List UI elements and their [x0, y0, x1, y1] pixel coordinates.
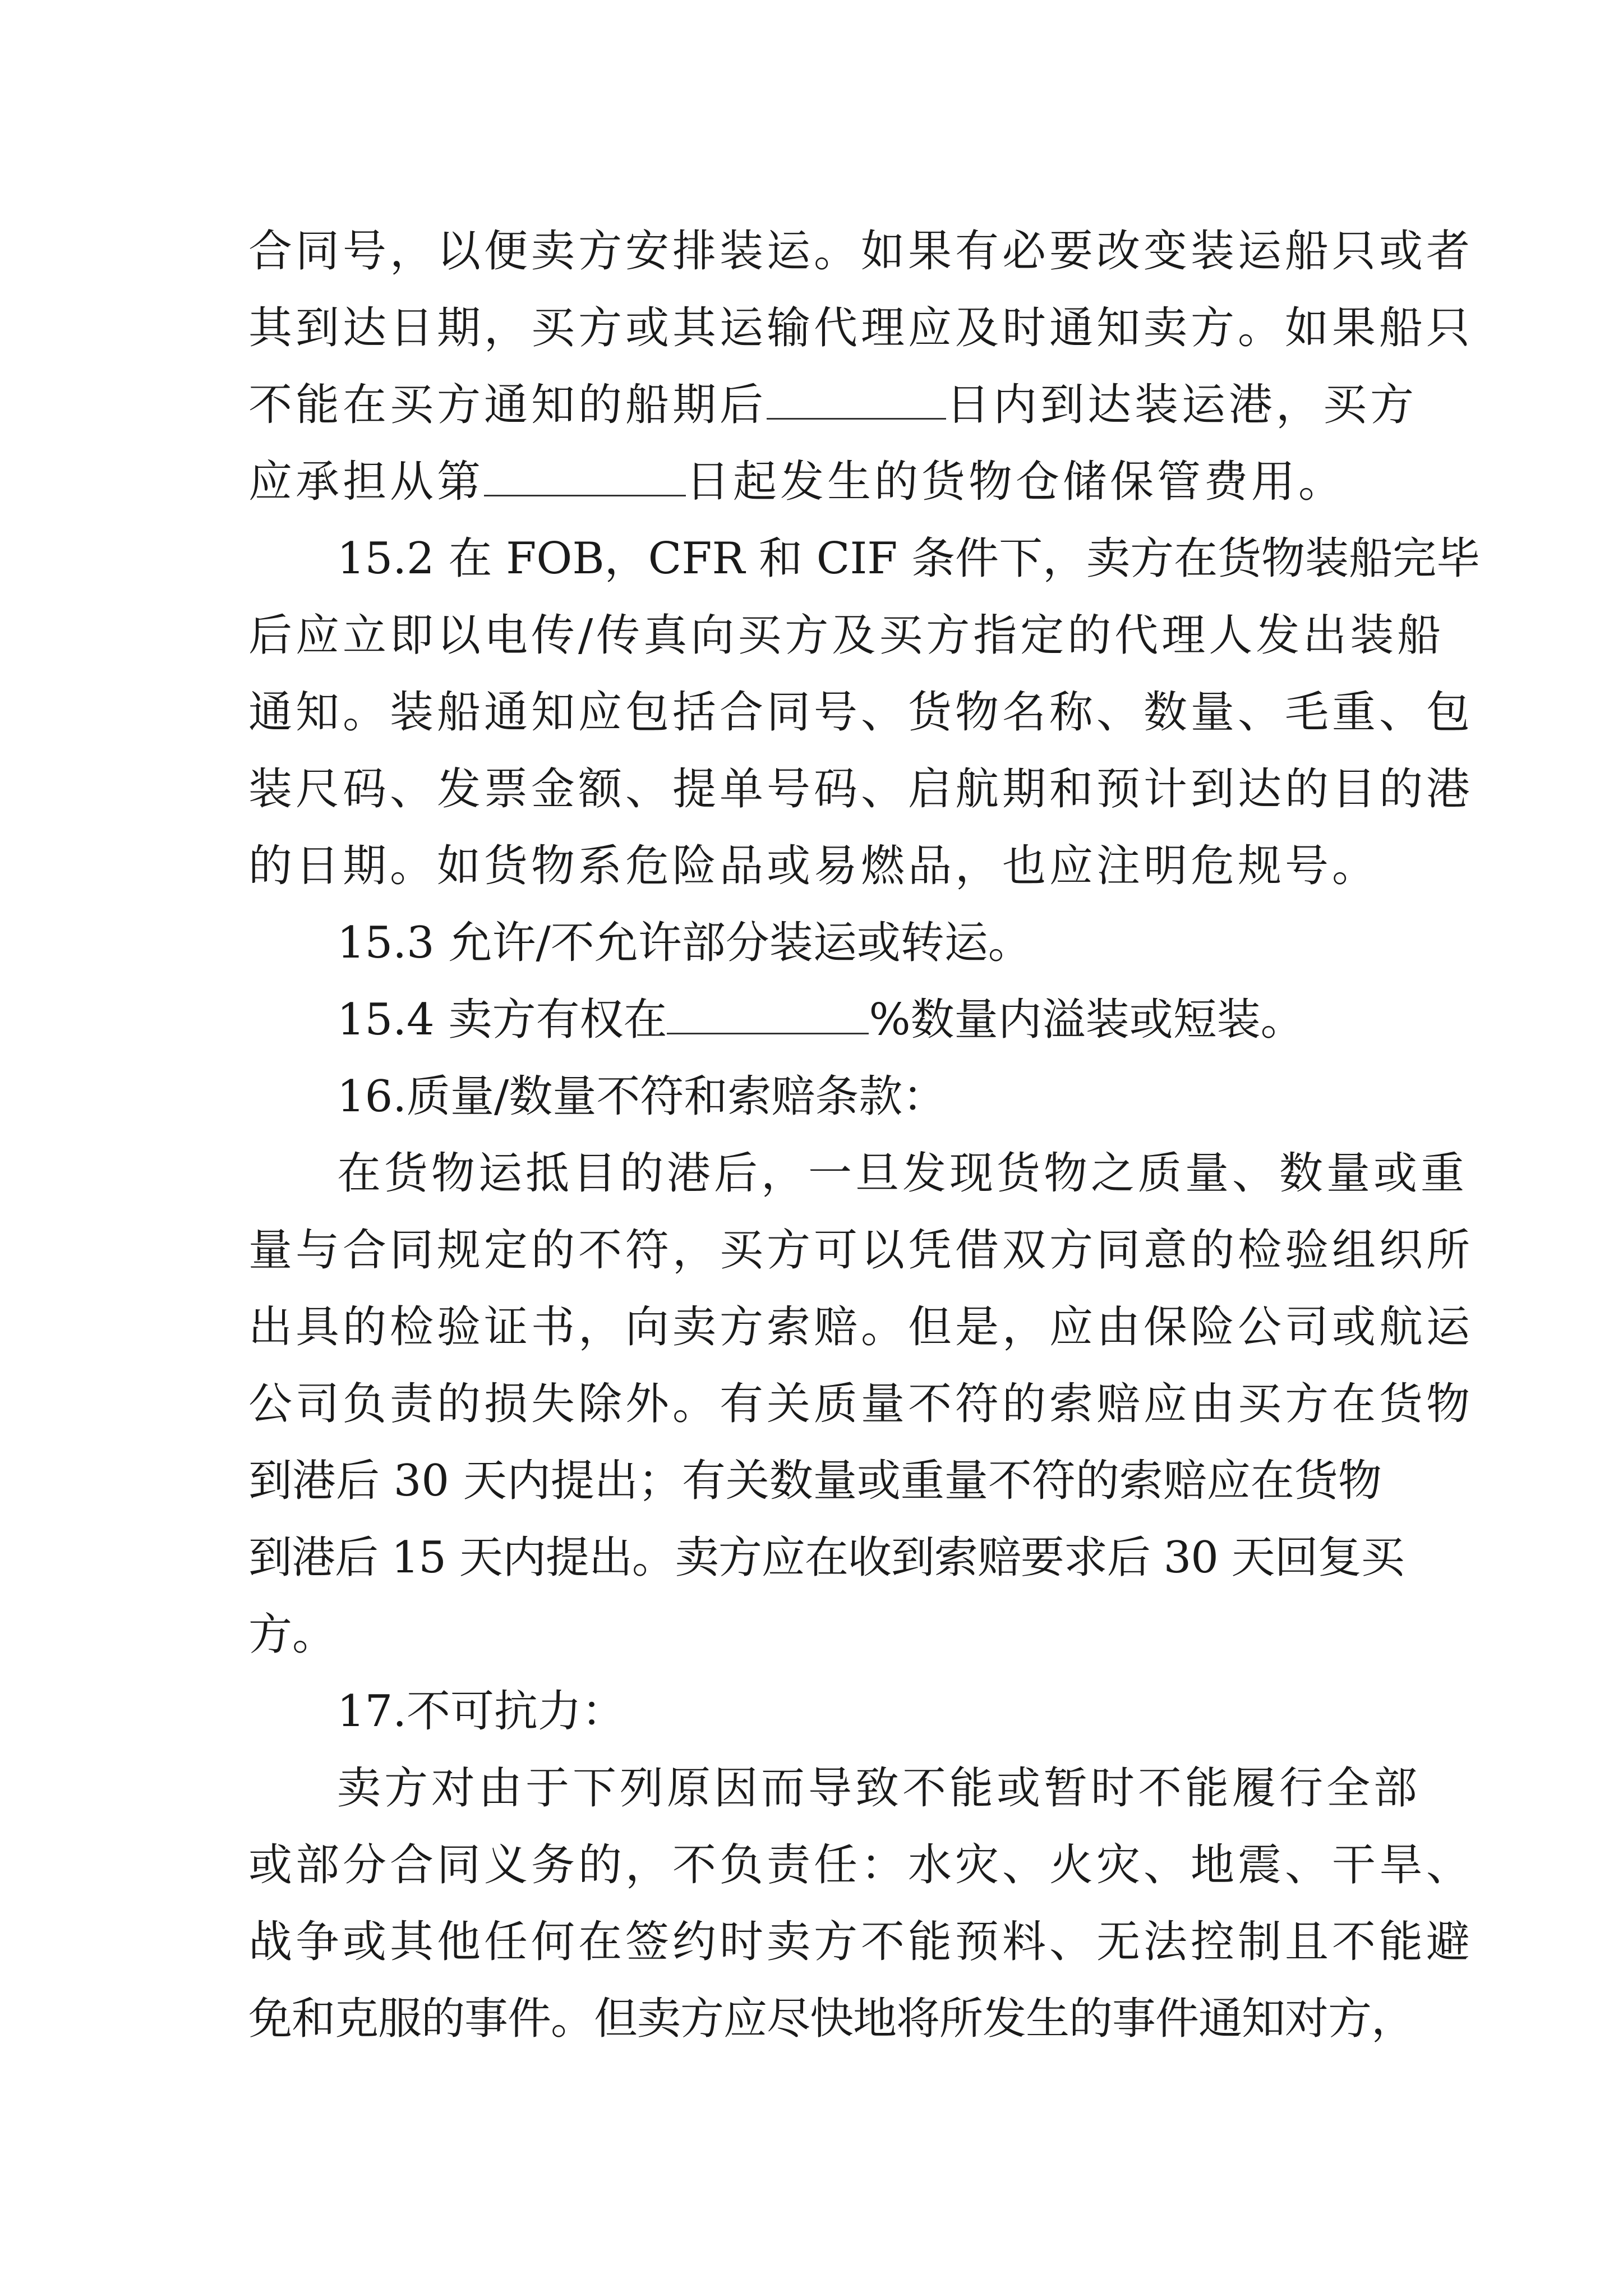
fill-in-blank	[667, 998, 869, 1034]
text-fragment: 15.4 卖方有权在	[337, 995, 667, 1045]
text-line: 战争或其他任何在签约时卖方不能预料、无法控制且不能避	[248, 1917, 1474, 1967]
text-fragment: 日起发生的货物仓储保管费用。	[686, 457, 1346, 507]
section-heading: 16.质量/数量不符和索赔条款：	[337, 1071, 947, 1122]
text-line: 量与合同规定的不符，买方可以凭借双方同意的检验组织所	[248, 1225, 1474, 1276]
text-line: 后应立即以电传/传真向买方及买方指定的代理人发出装船	[248, 610, 1445, 661]
text-line	[248, 367, 1418, 444]
text-fragment: 不能在买方通知的船期后	[248, 380, 767, 430]
text-line: 到港后 30 天内提出；有关数量或重量不符的索赔应在货物	[248, 1456, 1382, 1506]
text-line: 装尺码、发票金额、提单号码、启航期和预计到达的目的港	[248, 764, 1474, 815]
fill-in-blank	[484, 460, 686, 496]
text-line: 公司负责的损失除外。有关质量不符的索赔应由买方在货物	[248, 1379, 1474, 1429]
text-line: 合同号，以便卖方安排装运。如果有必要改变装运船只或者	[248, 226, 1474, 277]
text-line: 通知。装船通知应包括合同号、货物名称、数量、毛重、包	[248, 687, 1474, 738]
text-line: 到港后 15 天内提出。卖方应在收到索赔要求后 30 天回复买	[248, 1533, 1404, 1583]
text-line: 或部分合同义务的，不负责任：水灾、火灾、地震、干旱、	[248, 1840, 1474, 1890]
text-line	[248, 982, 1393, 1059]
text-line: 15.2 在 FOB，CFR 和 CIF 条件下，卖方在货物装船完毕	[337, 533, 1481, 584]
text-line: 15.3 允许/不允许部分装运或转运。	[337, 918, 1032, 968]
document-page	[248, 213, 1481, 2058]
text-line: 在货物运抵目的港后，一旦发现货物之质量、数量或重	[337, 1148, 1468, 1199]
text-line: 其到达日期，买方或其运输代理应及时通知卖方。如果船只	[248, 303, 1474, 353]
fill-in-blank	[767, 383, 946, 420]
text-line: 卖方对由于下列原因而导致不能或暂时不能履行全部	[337, 1763, 1421, 1814]
text-line: 出具的检验证书，向卖方索赔。但是，应由保险公司或航运	[248, 1302, 1474, 1352]
text-line: 免和克服的事件。但卖方应尽快地将所发生的事件通知对方，	[248, 1994, 1415, 2044]
text-fragment: %数量内溢装或短装。	[869, 995, 1304, 1045]
text-line: 方。	[248, 1609, 336, 1660]
section-heading: 17.不可抗力：	[337, 1686, 626, 1737]
text-fragment: 应承担从第	[248, 457, 485, 507]
text-line	[248, 444, 1393, 521]
text-line: 的日期。如货物系危险品或易燃品，也应注明危规号。	[248, 841, 1380, 891]
text-fragment: 日内到达装运港，买方	[946, 380, 1418, 430]
